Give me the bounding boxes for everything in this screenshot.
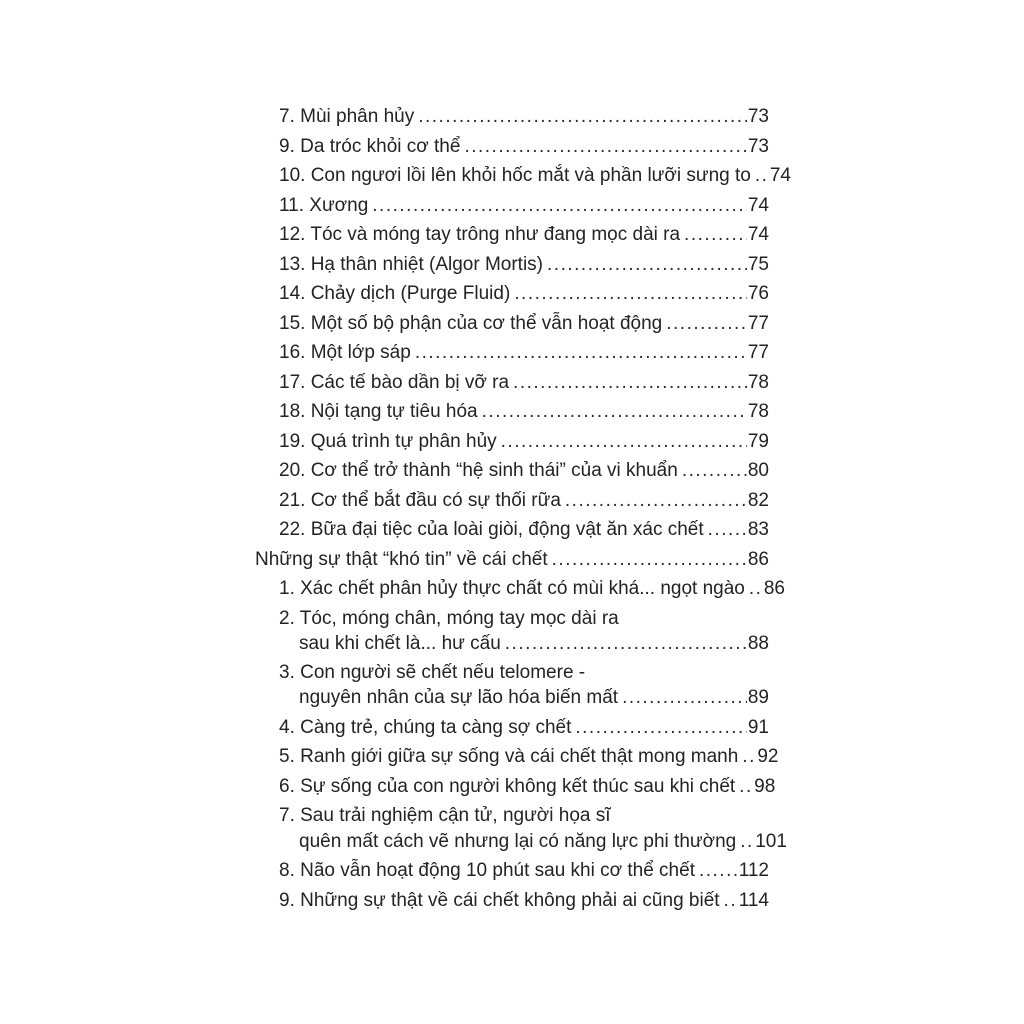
toc-entry — [255, 774, 776, 799]
toc-leader-dots — [749, 576, 763, 601]
toc-entry-line — [255, 488, 769, 513]
toc-entry-text: 5. Ranh giới giữa sự sống và cái chết thật mong manh — [279, 746, 739, 768]
toc-page-number: 88 — [747, 632, 769, 654]
toc-entry-line — [255, 744, 779, 769]
toc-page-number: 83 — [747, 519, 769, 540]
toc-leader-dots — [547, 252, 747, 277]
toc-entry-text: nguyên nhân của sự lão hóa biến mất — [299, 687, 619, 709]
toc-leader-dots — [505, 631, 747, 656]
toc-page-number: 78 — [747, 401, 769, 422]
toc-entry — [255, 715, 769, 740]
toc-page-number: 73 — [747, 135, 769, 157]
toc-entry-text: quên mất cách vẽ nhưng lại có năng lực phi thường — [299, 830, 737, 852]
toc-page-number: 86 — [747, 548, 769, 570]
toc-entry-text: 20. Cơ thể trở thành “hệ sinh thái” của vi khuẩn — [279, 460, 678, 481]
toc-leader-dots — [742, 744, 756, 769]
toc-page-number: 91 — [747, 716, 769, 738]
toc-leader-dots — [482, 399, 747, 424]
toc-page-number: 114 — [738, 889, 769, 911]
toc-leader-dots — [464, 134, 746, 159]
toc-leader-dots — [699, 858, 738, 883]
toc-entry — [255, 163, 791, 188]
toc-page-number: 75 — [747, 253, 769, 275]
toc-entry-text: 9. Da tróc khỏi cơ thể — [279, 135, 461, 157]
toc-entry-line — [255, 193, 769, 218]
toc-entry — [255, 888, 769, 913]
toc-entry — [255, 370, 769, 395]
toc-entry — [255, 399, 769, 424]
toc-entry-text: 10. Con ngươi lồi lên khỏi hốc mắt và phần lưỡi sưng to — [279, 165, 751, 186]
toc-entry-line — [255, 888, 769, 913]
toc-entry — [255, 311, 769, 336]
toc-entry-text: 7. Sau trải nghiệm cận tử, người họa sĩ — [279, 805, 611, 827]
toc-entry-text: 4. Càng trẻ, chúng ta càng sợ chết — [279, 716, 572, 738]
toc-entry-line — [255, 517, 769, 542]
toc-entry-text: 19. Quá trình tự phân hủy — [279, 430, 497, 452]
toc-page-number: 79 — [747, 430, 769, 452]
toc-page-number: 74 — [747, 194, 769, 216]
toc-entry-line — [255, 631, 769, 656]
toc-entry-line — [255, 458, 769, 483]
toc-entry-line — [255, 429, 769, 454]
toc-leader-dots — [739, 774, 753, 799]
toc-leader-dots — [684, 222, 747, 247]
toc-page-number: 77 — [747, 342, 769, 363]
toc-page-number: 74 — [747, 224, 769, 245]
toc-entry — [255, 517, 769, 542]
toc-entry-line — [255, 576, 785, 601]
toc-page-number: 86 — [763, 578, 785, 599]
toc-leader-dots — [372, 193, 747, 218]
toc-leader-dots — [418, 104, 747, 129]
toc-entry-text: 16. Một lớp sáp — [279, 342, 411, 363]
toc-entry — [255, 744, 779, 769]
toc-entry-text: 12. Tóc và móng tay trông như đang mọc dài ra — [279, 224, 681, 245]
toc-entry-line — [255, 715, 769, 740]
toc-leader-dots — [575, 715, 747, 740]
toc-leader-dots — [552, 547, 747, 572]
toc-entry — [255, 193, 769, 218]
toc-section-heading — [255, 547, 769, 572]
toc-entry-text: 15. Một số bộ phận của cơ thể vẫn hoạt động — [279, 312, 663, 334]
toc-leader-dots — [513, 370, 747, 395]
toc-entry-line — [255, 547, 769, 572]
toc-entry-line — [255, 774, 776, 799]
toc-page-number: 74 — [769, 165, 791, 186]
toc-entry-line — [255, 134, 769, 159]
toc-page-number: 78 — [747, 371, 769, 393]
toc-entry — [255, 104, 769, 129]
toc-page-number: 73 — [747, 106, 769, 127]
toc-entry-text: 6. Sự sống của con người không kết thúc sau khi chết — [279, 775, 736, 797]
toc-entry-text: 1. Xác chết phân hủy thực chất có mùi khá... ngọt ngào — [279, 578, 745, 599]
toc-entry-line — [255, 281, 769, 306]
toc-entry-line — [255, 104, 769, 129]
toc-leader-dots — [514, 281, 747, 306]
toc-entry-line — [255, 222, 769, 247]
toc-leader-dots — [708, 517, 747, 542]
toc-leader-dots — [755, 163, 769, 188]
toc-entry — [255, 252, 769, 277]
toc-entry — [255, 660, 769, 710]
toc-leader-dots — [415, 340, 747, 365]
toc-entry-text: 9. Những sự thật về cái chết không phải ai cũng biết — [279, 889, 720, 911]
toc-entry-text: 8. Não vẫn hoạt động 10 phút sau khi cơ thể chết — [279, 860, 695, 882]
toc-entry-line — [255, 829, 787, 854]
toc-entry-line — [255, 606, 769, 631]
toc-leader-dots — [724, 888, 738, 913]
toc-entry — [255, 606, 769, 656]
toc-entry-line — [255, 660, 769, 685]
toc-entry — [255, 488, 769, 513]
toc-page-number: 98 — [754, 775, 776, 797]
toc-entry-line — [255, 803, 769, 828]
toc-entry-text: 13. Hạ thân nhiệt (Algor Mortis) — [279, 253, 544, 275]
toc-entry-text: 21. Cơ thể bắt đầu có sự thối rữa — [279, 489, 561, 511]
toc-entry-text: 11. Xương — [279, 194, 369, 216]
toc-entry — [255, 458, 769, 483]
toc-entry — [255, 340, 769, 365]
toc-entry — [255, 222, 769, 247]
toc-leader-dots — [740, 829, 754, 854]
toc-entry-text: 18. Nội tạng tự tiêu hóa — [279, 401, 478, 422]
toc-entry-text: 3. Con người sẽ chết nếu telomere - — [279, 662, 586, 684]
toc-entry-line — [255, 340, 769, 365]
toc-entry — [255, 803, 787, 853]
toc-entry — [255, 134, 769, 159]
toc-entry-text: 17. Các tế bào dần bị vỡ ra — [279, 371, 510, 393]
toc-entry-line — [255, 311, 769, 336]
toc-page-number: 80 — [747, 460, 769, 481]
toc-page-number: 89 — [747, 687, 769, 709]
toc-entry-text: 14. Chảy dịch (Purge Fluid) — [279, 283, 511, 304]
toc-entry — [255, 576, 785, 601]
toc — [255, 104, 791, 917]
toc-leader-dots — [622, 685, 747, 710]
toc-page-number: 101 — [755, 830, 787, 852]
toc-entry — [255, 429, 769, 454]
toc-entry-line — [255, 252, 769, 277]
toc-entry-line — [255, 685, 769, 710]
toc-leader-dots — [682, 458, 747, 483]
toc-entry-text: 22. Bữa đại tiệc của loài giòi, động vật ăn xác chết — [279, 519, 704, 540]
toc-entry — [255, 858, 769, 883]
toc-entry-text: 7. Mùi phân hủy — [279, 106, 415, 127]
toc-entry-line — [255, 399, 769, 424]
toc-page-number: 77 — [747, 312, 769, 334]
toc-entry-line — [255, 858, 769, 883]
toc-leader-dots — [666, 311, 747, 336]
toc-entry-text: Những sự thật “khó tin” về cái chết — [255, 548, 548, 570]
toc-page-number: 112 — [738, 860, 769, 882]
toc-page-number: 82 — [747, 489, 769, 511]
toc-page-number: 76 — [747, 283, 769, 304]
toc-entry-text: sau khi chết là... hư cấu — [299, 632, 501, 654]
toc-entry-text: 2. Tóc, móng chân, móng tay mọc dài ra — [279, 607, 619, 629]
toc-entry-line — [255, 370, 769, 395]
toc-entry-line — [255, 163, 791, 188]
toc-page-number: 92 — [757, 746, 779, 768]
toc-leader-dots — [501, 429, 747, 454]
toc-leader-dots — [565, 488, 747, 513]
toc-entry — [255, 281, 769, 306]
